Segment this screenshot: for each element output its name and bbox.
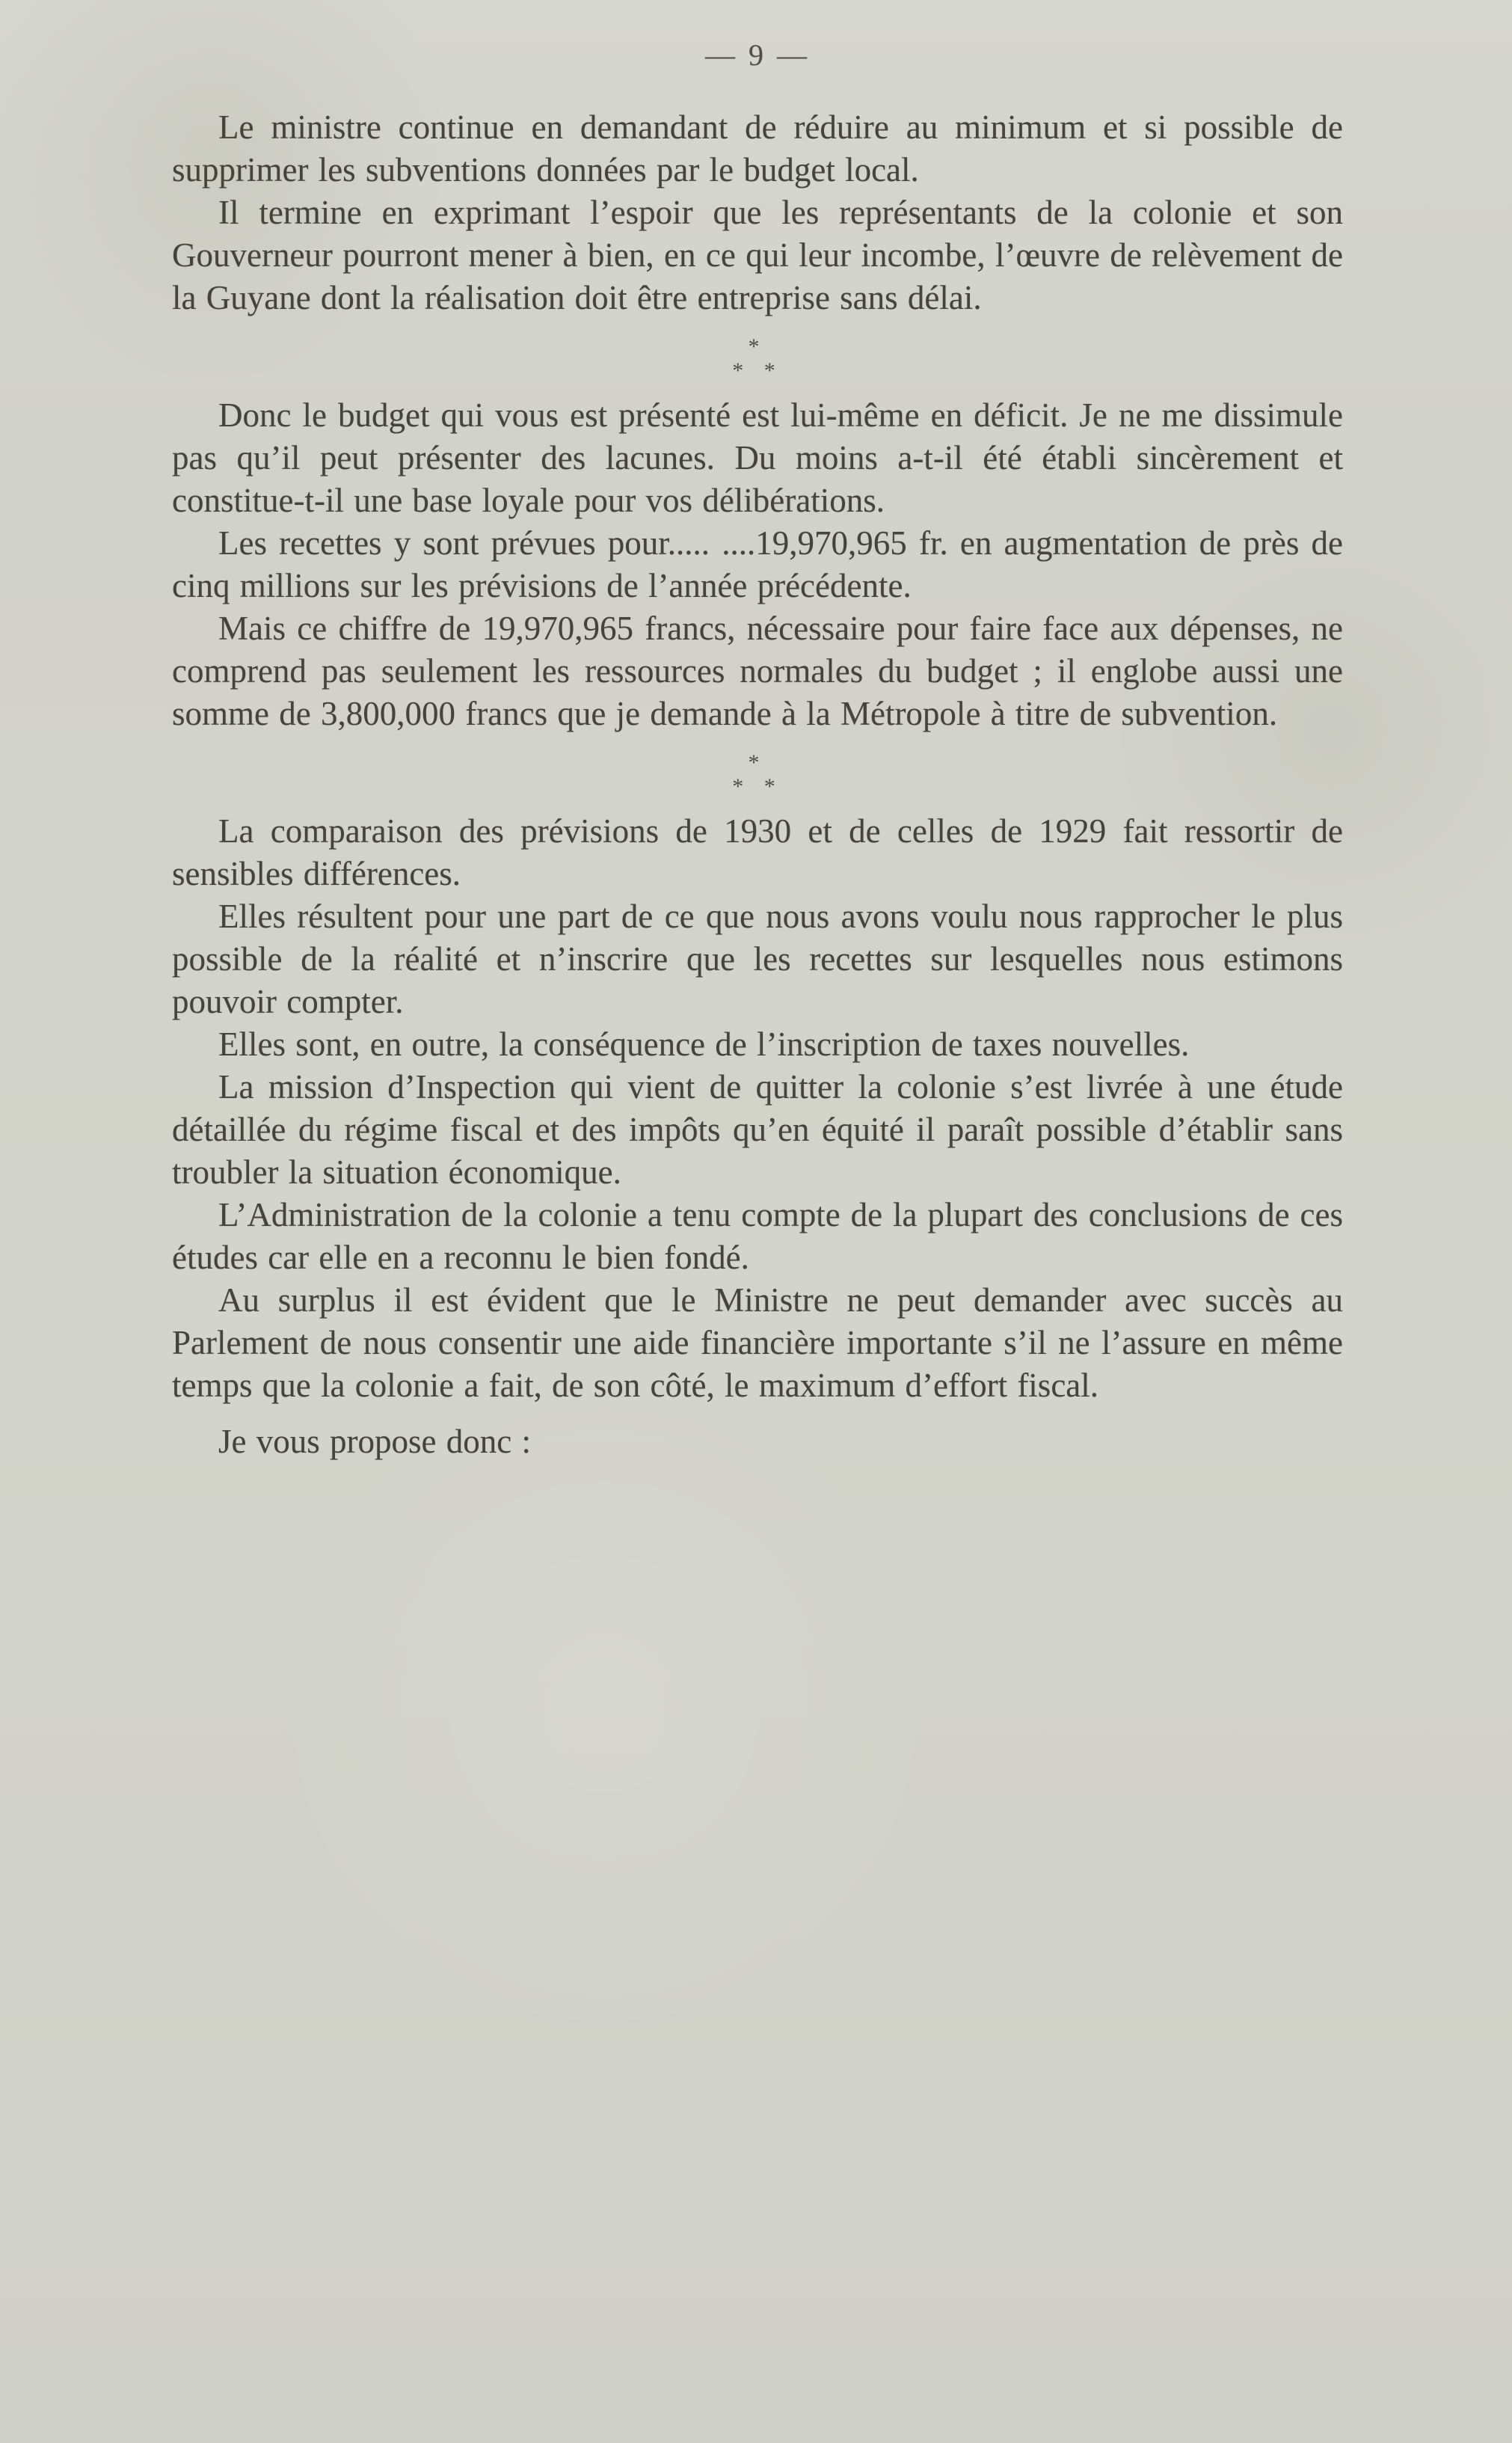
paragraph-4: Les recettes y sont prévues pour..... ....19,970,965 fr. en augmentation de près de cinq millions sur les prévisions de l’année précédente. [172,524,1343,604]
paragraph-10: L’Administration de la colonie a tenu compte de la plupart des conclusions de ces études car elle en a reconnu le bien fondé. [172,1196,1343,1276]
page-number: — 9 — [705,38,810,72]
paragraph-5: Mais ce chiffre de 19,970,965 francs, nécessaire pour faire face aux dépenses, ne comprend pas seulement les ressources normales du budget ; il englobe aussi une somme de 3,800,000 francs que je demande à la Métropole à titre de subvention. [172,610,1343,732]
paragraph-7: Elles résultent pour une part de ce que nous avons voulu nous rapprocher le plus possible de la réalité et n’inscrire que les recettes sur lesquelles nous estimons pouvoir compter. [172,898,1343,1020]
separator-star-bottom: * * [732,774,783,799]
separator-star-bottom: * * [732,358,783,383]
paragraph-6: La comparaison des prévisions de 1930 et de celles de 1929 fait ressortir de sensibles différences. [172,812,1343,892]
paragraph-11: Au surplus il est évident que le Ministre ne peut demander avec succès au Parlement de nous consentir une aide financière importante s’il ne l’assure en même temps que la colonie a fait, de son côté, le maximum d’effort fiscal. [172,1281,1343,1404]
separator-star-top: * [748,334,767,359]
section-separator-2 [172,752,1343,798]
separator-star-top: * [748,750,767,775]
paragraph-2: Il termine en exprimant l’espoir que les représentants de la colonie et son Gouverneur pourront mener à bien, en ce qui leur incombe, l’œuvre de relèvement de la Guyane dont la réalisation doit être entreprise sans délai. [172,194,1343,316]
paragraph-1: Le ministre continue en demandant de réduire au minimum et si possible de supprimer les subventions données par le budget local. [172,108,1343,188]
paragraph-3: Donc le budget qui vous est présenté est lui-même en déficit. Je ne me dissimule pas qu’il peut présenter des lacunes. Du moins a-t-il été établi sincèrement et constitue-t-il une base loyale pour vos délibérations. [172,396,1343,519]
paragraph-9: La mission d’Inspection qui vient de quitter la colonie s’est livrée à une étude détaillée du régime fiscal et des impôts qu’en équité il paraît possible d’établir sans troubler la situation économique. [172,1068,1343,1191]
paragraph-8: Elles sont, en outre, la conséquence de l’inscription de taxes nouvelles. [218,1026,1190,1063]
section-separator-1 [172,336,1343,382]
paragraph-12: Je vous propose donc : [218,1423,531,1460]
